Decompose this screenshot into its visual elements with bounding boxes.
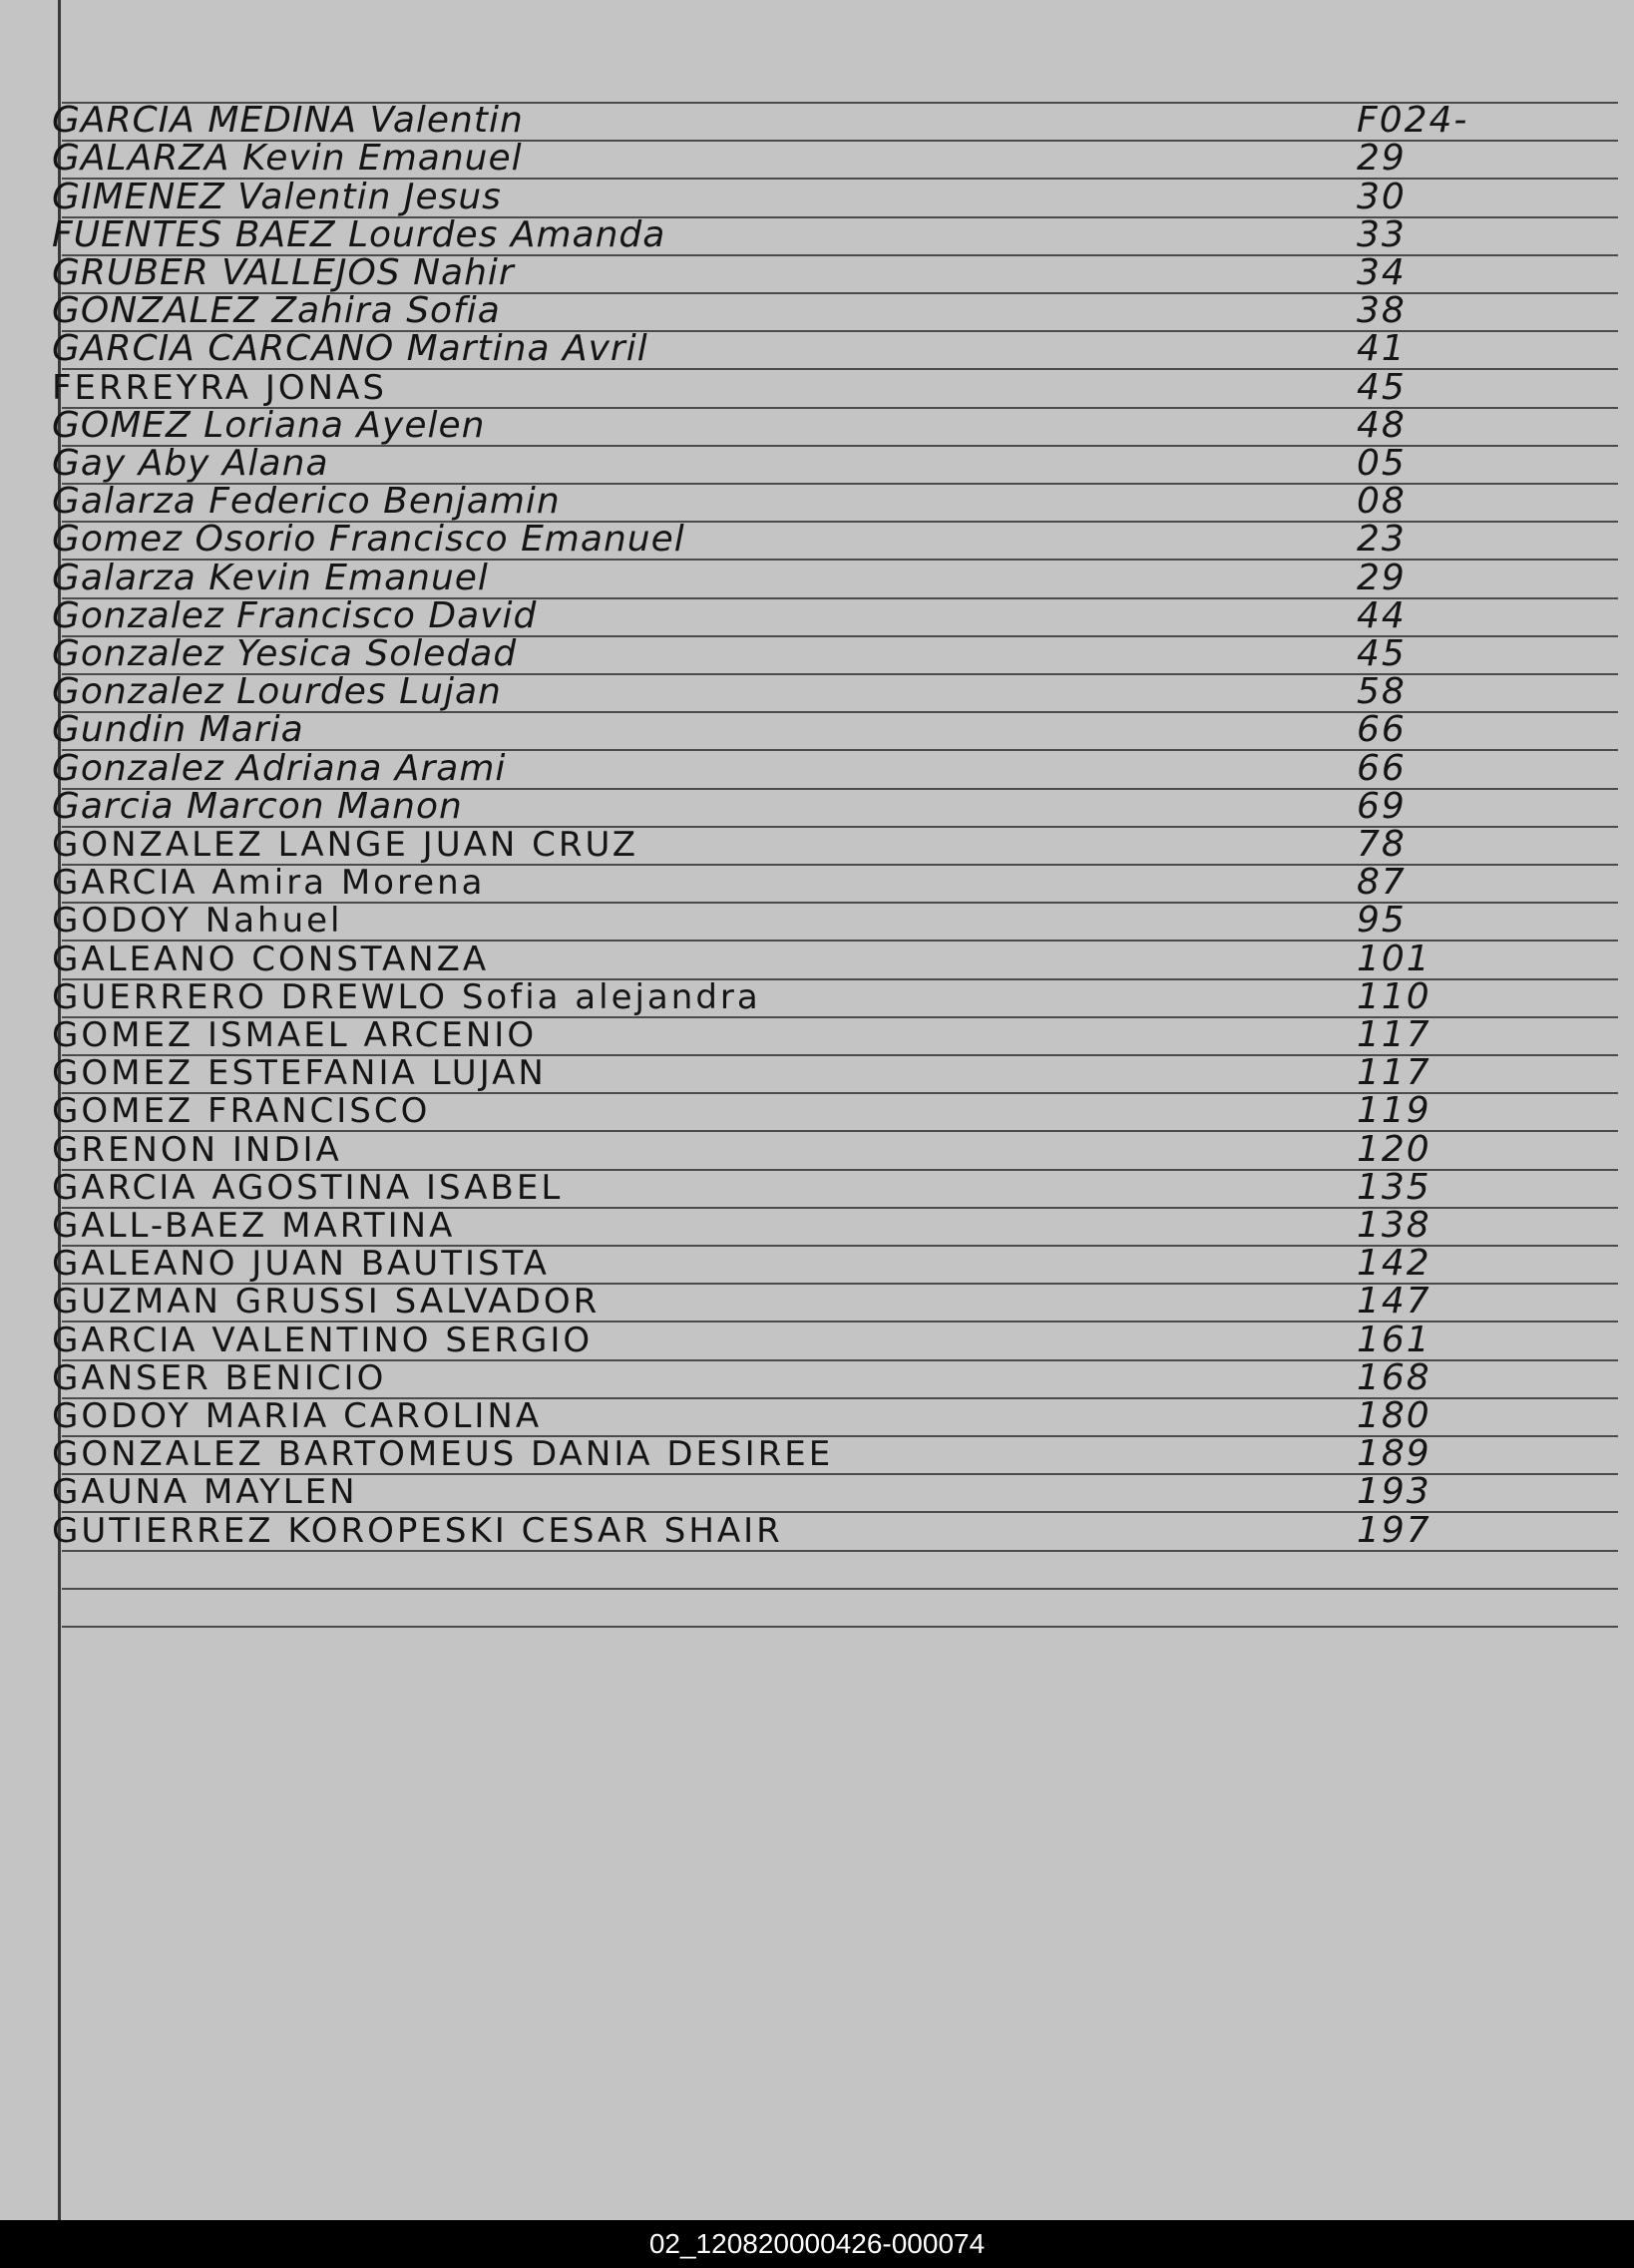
entry-number: F024-: [1357, 100, 1469, 141]
entry-name: Gay Aby Alana: [52, 443, 329, 484]
entry-name: GUERRERO DREWLO Sofia alejandra: [52, 977, 761, 1017]
entry-number: 180: [1357, 1395, 1431, 1436]
entry-name: FERREYRA JONAS: [52, 368, 387, 408]
entry-name: Galarza Federico Benjamin: [52, 481, 561, 522]
entry-name: GALARZA Kevin Emanuel: [52, 138, 523, 179]
entry-number: 45: [1357, 633, 1407, 674]
entry-name: GOMEZ Loriana Ayelen: [52, 405, 486, 446]
entry-name: GARCIA MEDINA Valentin: [52, 100, 524, 141]
entry-name: Gundin Maria: [52, 709, 304, 750]
entry-name: Galarza Kevin Emanuel: [52, 558, 489, 598]
entry-number: 78: [1357, 824, 1407, 865]
ruled-line: [62, 1626, 1618, 1628]
entry-name: GOMEZ FRANCISCO: [52, 1091, 431, 1131]
entry-number: 189: [1357, 1433, 1431, 1474]
entry-number: 29: [1357, 138, 1407, 179]
entry-name: FUENTES BAEZ Lourdes Amanda: [52, 214, 666, 255]
entry-number: 161: [1357, 1320, 1431, 1360]
entry-number: 29: [1357, 558, 1407, 598]
entry-name: GALEANO JUAN BAUTISTA: [52, 1244, 550, 1284]
entry-number: 138: [1357, 1205, 1431, 1246]
entry-number: 110: [1357, 976, 1431, 1017]
entry-number: 117: [1357, 1052, 1431, 1093]
entry-name: GARCIA CARCANO Martina Avril: [52, 328, 648, 369]
entry-name: GUTIERREZ KOROPESKI CESAR SHAIR: [52, 1511, 783, 1551]
entry-name: Gonzalez Adriana Arami: [52, 748, 507, 789]
entry-number: 87: [1357, 862, 1407, 903]
entry-name: GONZALEZ Zahira Sofia: [52, 290, 501, 331]
entry-name: GRENON INDIA: [52, 1130, 342, 1170]
entry-name: Gonzalez Francisco David: [52, 595, 538, 636]
entry-number: 193: [1357, 1471, 1431, 1512]
entry-number: 69: [1357, 786, 1407, 827]
entry-number: 66: [1357, 748, 1407, 789]
entry-number: 119: [1357, 1090, 1431, 1131]
entry-number: 142: [1357, 1243, 1431, 1284]
entry-number: 58: [1357, 671, 1407, 712]
entry-name: GANSER BENICIO: [52, 1358, 387, 1398]
entry-number: 95: [1357, 900, 1407, 941]
entry-name: GODOY MARIA CAROLINA: [52, 1396, 543, 1436]
entry-number: 38: [1357, 290, 1407, 331]
entry-number: 45: [1357, 367, 1407, 408]
ruled-line: [62, 1588, 1618, 1590]
entry-number: 41: [1357, 328, 1407, 369]
entry-number: 101: [1357, 939, 1431, 979]
entry-number: 30: [1357, 177, 1407, 217]
entry-number: 135: [1357, 1167, 1431, 1208]
entry-number: 34: [1357, 252, 1407, 293]
entry-name: GODOY Nahuel: [52, 901, 343, 941]
entry-number: 05: [1357, 443, 1407, 484]
entry-number: 197: [1357, 1510, 1431, 1551]
entry-number: 08: [1357, 481, 1407, 522]
entry-name: GARCIA VALENTINO SERGIO: [52, 1321, 594, 1360]
entry-name: GARCIA Amira Morena: [52, 863, 486, 903]
entry-name: Garcia Marcon Manon: [52, 786, 463, 827]
entry-name: GOMEZ ESTEFANIA LUJAN: [52, 1053, 547, 1093]
entry-name: GOMEZ ISMAEL ARCENIO: [52, 1015, 538, 1055]
entry-name: GALL-BAEZ MARTINA: [52, 1206, 456, 1246]
entry-number: 117: [1357, 1014, 1431, 1055]
entry-name: GARCIA AGOSTINA ISABEL: [52, 1168, 564, 1208]
entry-number: 33: [1357, 214, 1407, 255]
entry-name: GAUNA MAYLEN: [52, 1472, 358, 1512]
entry-number: 48: [1357, 405, 1407, 446]
scan-id-footer: 02_120820000426-000074: [0, 2220, 1634, 2268]
entry-number: 147: [1357, 1281, 1431, 1322]
entry-name: Gonzalez Lourdes Lujan: [52, 671, 502, 712]
entry-name: GRUBER VALLEJOS Nahir: [52, 252, 515, 293]
entry-number: 120: [1357, 1129, 1431, 1170]
entry-name: Gonzalez Yesica Soledad: [52, 633, 518, 674]
entry-name: GONZALEZ BARTOMEUS DANIA DESIREE: [52, 1434, 834, 1474]
entry-name: GALEANO CONSTANZA: [52, 940, 490, 979]
entry-number: 44: [1357, 595, 1407, 636]
entry-number: 168: [1357, 1357, 1431, 1398]
entry-number: 23: [1357, 519, 1407, 560]
entry-name: Gomez Osorio Francisco Emanuel: [52, 519, 685, 560]
entry-name: GONZALEZ LANGE JUAN CRUZ: [52, 825, 639, 865]
entry-name: GUZMAN GRUSSI SALVADOR: [52, 1282, 601, 1322]
entry-number: 66: [1357, 709, 1407, 750]
entry-name: GIMENEZ Valentin Jesus: [52, 177, 502, 217]
